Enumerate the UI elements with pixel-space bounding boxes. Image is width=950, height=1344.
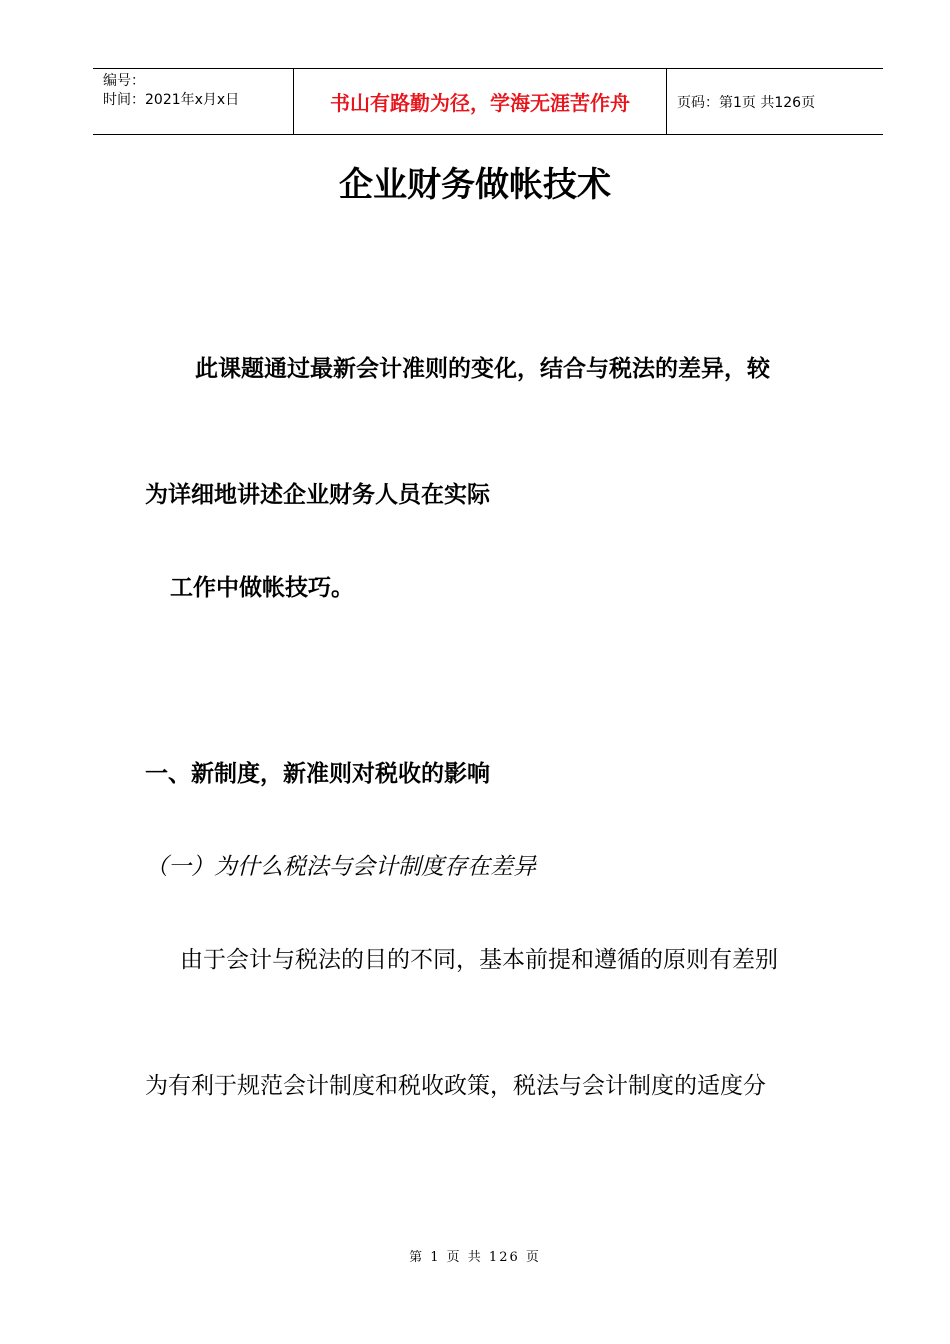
page-footer: 第 1 页 共 126 页 [409, 1250, 541, 1265]
section-heading: 一、新制度，新准则对税收的影响 [145, 761, 490, 787]
subsection-heading: （一）为什么税法与会计制度存在差异 [145, 854, 536, 880]
header-page-info: 页码：第1页 共126页 [677, 94, 816, 111]
intro-paragraph-line-1: 此课题通过最新会计准则的变化，结合与税法的差异，较 [195, 356, 770, 382]
body-paragraph-line-2: 为有利于规范会计制度和税收政策，税法与会计制度的适度分 [145, 1073, 766, 1099]
page-header [93, 68, 883, 135]
header-info-cell [93, 69, 294, 134]
document-date-label: 时间：2021年x月x日 [103, 92, 240, 108]
document-title: 企业财务做帐技术 [339, 165, 611, 205]
header-motto: 书山有路勤为径，学海无涯苦作舟 [294, 69, 667, 134]
document-number-label: 编号： [103, 73, 145, 89]
intro-paragraph-line-3: 工作中做帐技巧。 [170, 575, 354, 601]
body-paragraph-line-1: 由于会计与税法的目的不同，基本前提和遵循的原则有差别 [180, 947, 778, 973]
intro-paragraph-line-2: 为详细地讲述企业财务人员在实际 [145, 482, 490, 508]
